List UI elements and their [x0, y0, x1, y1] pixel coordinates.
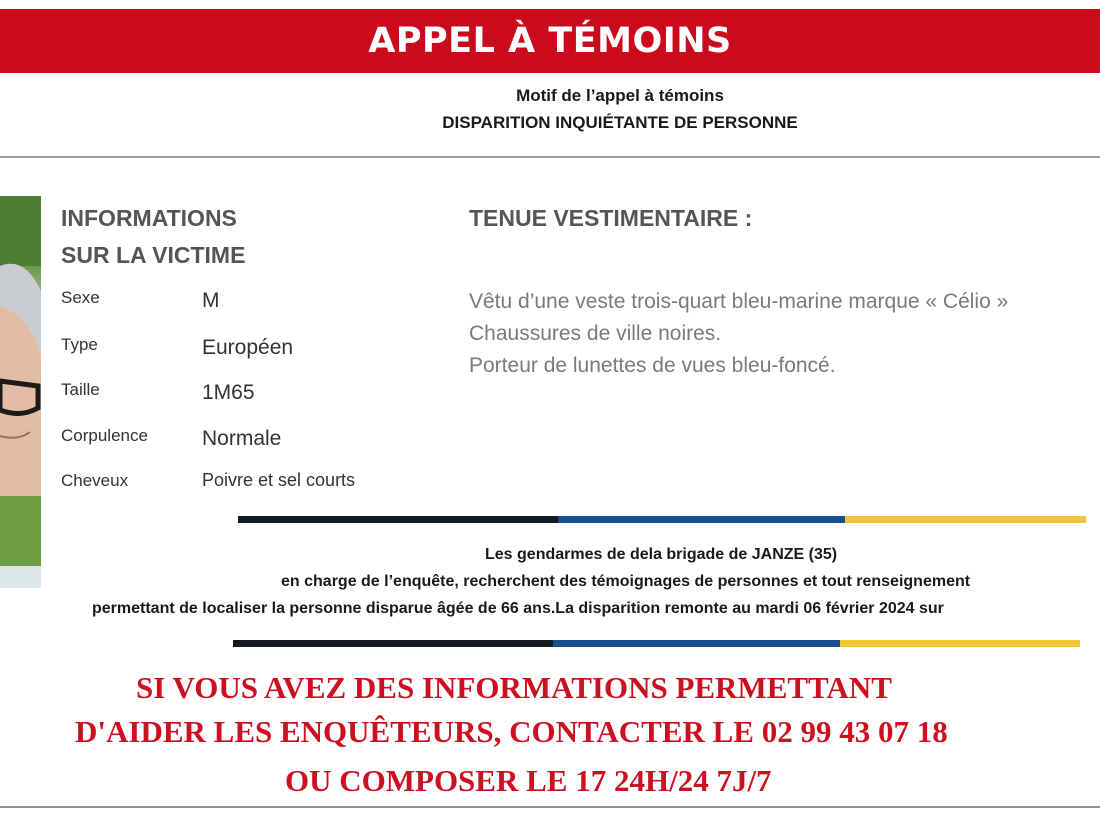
field-label-type: Type [61, 335, 98, 354]
cta-line-1: SI VOUS AVEZ DES INFORMATIONS PERMETTANT [136, 670, 892, 705]
field-value-sexe: M [202, 289, 220, 312]
field-value-cheveux: Poivre et sel courts [202, 470, 356, 490]
motif-block [0, 82, 1100, 136]
clothing-line: Vêtu d’une veste trois-quart bleu-marine marque « Célio » [469, 290, 1009, 313]
bar-segment-yellow [840, 640, 1080, 647]
motif-label: Motif de l’appel à témoins [516, 86, 724, 105]
header-banner [0, 9, 1100, 73]
victim-info-title [61, 200, 245, 274]
bar-segment-blue [558, 516, 845, 523]
victim-photo [0, 196, 41, 588]
bar-segment-black [233, 640, 553, 647]
gendarmerie-line-2: en charge de l’enquête, recherchent des témoignages de personnes et tout renseignement [281, 573, 971, 590]
cta-line-3: OU COMPOSER LE 17 24H/24 7J/7 [285, 763, 772, 798]
victim-info-title-line1: INFORMATIONS [61, 205, 237, 231]
clothing-description [469, 286, 1100, 382]
clothing-line: Porteur de lunettes de vues bleu-foncé. [469, 354, 836, 377]
victim-info-title-line2: SUR LA VICTIME [61, 242, 246, 268]
clothing-line: Chaussures de ville noires. [469, 322, 722, 345]
bottom-divider [0, 806, 1100, 808]
field-value-corpulence: Normale [202, 427, 282, 450]
field-label-corpulence: Corpulence [61, 426, 148, 445]
gendarmerie-line-3: permettant de localiser la personne disparue âgée de 66 ans.La disparition remonte au mardi 06 février 2024 sur [92, 600, 944, 617]
clothing-title: TENUE VESTIMENTAIRE : [469, 205, 753, 231]
bar-segment-blue [553, 640, 840, 647]
tricolor-divider-upper [238, 516, 1086, 523]
field-label-taille: Taille [61, 380, 100, 399]
field-label-cheveux: Cheveux [61, 471, 129, 490]
tricolor-divider-lower [233, 640, 1080, 647]
bar-segment-yellow [845, 516, 1086, 523]
gendarmerie-line-1: Les gendarmes de dela brigade de JANZE (35) [485, 546, 838, 563]
cta-line-2: D'AIDER LES ENQUÊTEURS, CONTACTER LE 02 99 43 07 18 [75, 714, 948, 749]
motif-value: DISPARITION INQUIÉTANTE DE PERSONNE [442, 113, 798, 132]
top-divider [0, 156, 1100, 158]
field-value-type: Européen [202, 336, 294, 359]
page-title: APPEL À TÉMOINS [368, 21, 732, 61]
bar-segment-black [238, 516, 558, 523]
field-label-sexe: Sexe [61, 288, 100, 307]
field-value-taille: 1M65 [202, 381, 255, 404]
